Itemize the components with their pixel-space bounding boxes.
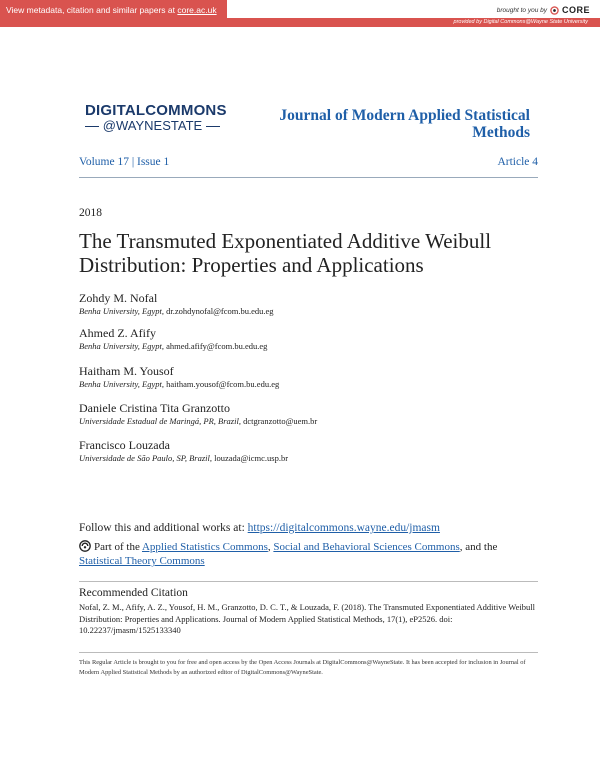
author-affiliation: Universidade de São Paulo, SP, Brazil	[79, 453, 210, 463]
core-brought-text: brought to you by	[496, 6, 547, 14]
core-metadata-banner	[0, 0, 227, 20]
part-of-and: , and the	[459, 541, 498, 553]
author-affiliation: Benha University, Egypt	[79, 306, 162, 316]
author-email: , ahmed.afify@fcom.bu.edu.eg	[161, 341, 268, 351]
author-affiliation: Universidade Estadual de Maringá, PR, Brazil	[79, 416, 239, 426]
author-name: Daniele Cristina Tita Granzotto	[79, 401, 230, 415]
core-logo-icon	[550, 6, 559, 15]
article-number-link[interactable]: Article 4	[497, 156, 538, 168]
author-affiliation: Benha University, Egypt	[79, 341, 162, 351]
applied-statistics-commons-link[interactable]: Applied Statistics Commons	[141, 541, 268, 553]
journal-url-link[interactable]: https://digitalcommons.wayne.edu/jmasm	[247, 522, 440, 534]
header-divider	[79, 177, 538, 178]
recommended-citation-text: Nofal, Z. M., Afify, A. Z., Yousof, H. M., Granzotto, D. C. T., & Louzada, F. (2018). The Transmuted Exponentiated Additive Weibull Distribution: Properties and Applications. Journal of Modern Applied Statistical Methods, 17(1), eP2526. doi: 10.22237/jmasm/1525133340	[79, 602, 535, 635]
follow-prefix: Follow this and additional works at:	[79, 522, 245, 534]
author-name: Francisco Louzada	[79, 438, 170, 452]
core-brought-by	[497, 5, 590, 15]
volume-row	[79, 156, 538, 174]
author-email: , louzada@icmc.usp.br	[209, 453, 289, 463]
logo-rule-right	[206, 126, 220, 127]
commons-network-icon	[79, 540, 91, 552]
author-affiliation: Benha University, Egypt	[79, 379, 162, 389]
article-title: The Transmuted Exponentiated Additive Weibull Distribution: Properties and Applications	[79, 229, 492, 277]
core-provided-text: provided by Digital Commons@Wayne State University	[453, 19, 588, 25]
logo-line2-row	[85, 119, 220, 133]
digitalcommons-logo[interactable]	[85, 102, 227, 133]
part-of-sep: ,	[267, 541, 271, 553]
author-block	[79, 326, 539, 352]
logo-line2: @WAYNESTATE	[102, 118, 203, 133]
core-provided-bar	[0, 18, 600, 27]
part-of-line	[79, 540, 539, 568]
author-email: , haitham.yousof@fcom.bu.edu.eg	[161, 379, 280, 389]
core-link[interactable]: core.ac.uk	[177, 5, 217, 15]
statistical-theory-commons-link[interactable]: Statistical Theory Commons	[79, 555, 205, 567]
logo-rule-left	[85, 126, 99, 127]
publication-year: 2018	[79, 207, 102, 219]
author-block	[79, 401, 539, 427]
core-logo-text[interactable]: CORE	[561, 5, 590, 15]
author-block	[79, 291, 539, 317]
recommended-citation-heading: Recommended Citation	[79, 587, 188, 599]
author-email: , dctgranzotto@uem.br	[238, 416, 318, 426]
core-banner-prefix: View metadata, citation and similar papers at	[6, 5, 175, 15]
part-of-prefix: Part of the	[94, 541, 140, 553]
author-name: Ahmed Z. Afify	[79, 326, 156, 340]
logo-line1: DIGITALCOMMONS	[85, 102, 227, 119]
author-name: Haitham M. Yousof	[79, 364, 174, 378]
author-block	[79, 364, 539, 390]
footer-divider	[79, 652, 538, 653]
author-block	[79, 438, 539, 464]
author-email: , dr.zohdynofal@fcom.bu.edu.eg	[161, 306, 274, 316]
journal-title[interactable]: Journal of Modern Applied Statistical Methods	[279, 107, 530, 141]
author-name: Zohdy M. Nofal	[79, 291, 158, 305]
citation-divider	[79, 581, 538, 582]
access-footer-note: This Regular Article is brought to you for free and open access by the Open Access Journals at DigitalCommons@WayneState. It has been accepted for inclusion in Journal of Modern Applied Statistical Methods by an authorized editor of DigitalCommons@WayneState.	[79, 659, 526, 676]
volume-issue-link[interactable]: Volume 17 | Issue 1	[79, 156, 170, 168]
follow-line	[79, 522, 440, 534]
social-behavioral-sciences-commons-link[interactable]: Social and Behavioral Sciences Commons	[273, 541, 460, 553]
